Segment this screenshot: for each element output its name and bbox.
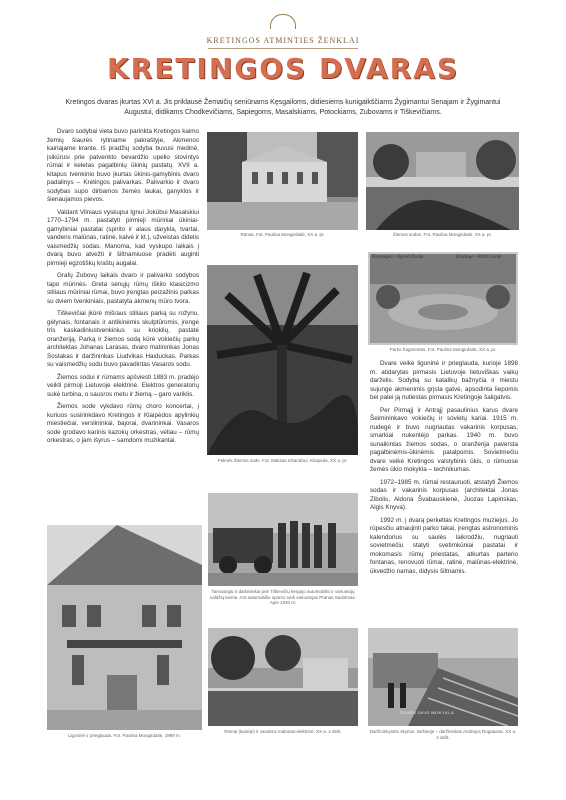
paragraph: Žiemos sode vykdavo rūmų choro koncertai, į kuriuos susirinkdavo Kretingos ir Klaipėdos apylinkių miestiečiai, verslininkai, bajorai, dvarininkai. Vasaros sode grodavo karinis kazokų orkestras, vėliau – rūmų orkestras, o jam išyrus – samdomi muzikantai. [47,403,199,444]
paragraph: Žiemos sodui ir rūmams apšviesti 1883 m. pradėjo veikti pirmoji Lietuvoje elektrinė. Elektros generatorių sukė turbina, o sausros metu ir žiemą – garo variklis. [47,373,199,398]
brand-logo [0,14,566,49]
right-text-column [370,360,518,580]
brand-text: KRETINGOS ATMINTIES ŽENKLAI [206,36,360,45]
paragraph: Per Pirmąjį ir Antrąjį pasaulinius karus dvare Šeimininkavo vokiečių ir sovietų kariai. 1915 m. nudegė ir buvo nugriautas vakarinis korpusas, smarkiai nukentėjo parkas. 1940 m. buvo sunaikintas žiemos sodas, o oranžerija paversta pagalbinėmis-ūkinėmis patalpomis. Sovietmečiu dvare veikė Kretingos valstybinis ūkis, o rūmuose žemės ūkio mokykla – technikumas. [370,406,518,473]
brand-arch-icon [270,14,296,29]
garage-caption: Tarnautojai ir darbininkai prie Tiškevičių kergojo automobilio ir vairuotojų valdžių kieme. Ant automobilio sparno sėdi vairuotojas Pranas Sadirimas. Apie 1930 m. [209,589,357,605]
paragraph: 1992 m. į dvarą perkeltas Kretingos muziejus. Jo rūpesčiu atnaujinti parko takai, įrengtas astronominis kalendorius su saulės laikrodžiu, nugriauti sovietmečiu statyti svetimkūniai pastatai ir mokomasis rūmų priestatas, atkurtas parterio fontanas, renovuoti rūmai, ratinė, malūnas-elektrinė, ūkvedžio namas, didysis šiltnamis. [370,516,518,575]
left-text-column [47,128,199,450]
paragraph: Tiškevičiai įkūrė mišraus stiliaus parką su rožynu, gėlynais, fontanais ir antikinėmis skulptūromis, įrengė tris kaskadiniustvenkinius su krioklių, pastatė oranžeriją. Parką ir žiemos sodą kūrė vokiečių parkų architektas Johanas Larasas, dvaro matininkas Jonas Sostakas ir daržininkas Liudvikas Haiduckas. Parkas su vaismedžių sodu buvo pavadintas Vasaros sodu. [47,310,199,368]
palace-photo [207,132,358,230]
winter-garden-photo [366,132,519,230]
greenhouse-caption: Daržininkystės skyrius. Dešinėje – daržininkas Andrejus Rogaturas. XX a. 4 dešt. [369,729,517,740]
postcard-label-left: Kretyngen - Ogród Parku [372,255,424,260]
paragraph: Dvaro sodybai vieta buvo parinkta Kretingos kaimo žemių šiaurės rytiniame pakraštyje, Akmenos kairiajame krante. Iš pradžių sodyba buvusi medinė, įsikūrusi prie patvenkto bevardžio upelio stovintys rūmai ir keletas pagalbinių ūkinių pastatų. XVII a. kitapus tvenkinio buvo įkurtas ūkinis-gamybinis dvaro padalinys – Kretingos palivarkas. Palivarkio ir dvaro sodybas supo dirbamos žemės laukai, ganyklos ir šienaujamos pievos. [47,128,199,203]
paragraph: Grafų Zubovų laikais dvaro ir palivarko sodybos tapo mūrinės. Greta senųjų rūmų iškilo klasicizmo stiliaus mūriniai rūmai, buvo įrengtas peizažinis parkas su dviem tvenkiniais, pastatyta akmenų mūro tvora. [47,272,199,305]
garage-photo [208,493,358,586]
park-fragment-caption: Parko fragmentas. Fot. Paulina Mongirdaitė, XX a. pr. [389,347,497,352]
greenhouse-sign: ŽEMĖS ŪKIO MOKYKLA [400,710,455,715]
paragraph: Valdant Vilniaus vyskupui Ignui Jokūbui Masalskiui 1770–1794 m. pastatyti pirmieji mūriniai ūkiniai-gamybiniai pastatai (spirito ir alaus darykla, tvartai, vandens malūnas, ratinė, kalvė ir kt.), užveistas didelis vaismedžių sodas. Manoma, kad vyskupo laikais į dvarą buvo atvežti ir šiltnamiuose pradėti auginti pirmieji egzotiškų kraštų augalai. [47,208,199,267]
page-title: KRETINGOS DVARAS [106,52,460,85]
mill-photo [208,628,358,726]
palms-photo [207,265,358,455]
hospital-caption: Ligoninė ir prieglauda. Fot. Paulina Mongirdaitė, 1899 m. [67,733,182,738]
mill-caption: Rūmai (kairėje) ir vandens malūnas-elektrinė. XX a. 4 dešt. [224,729,342,734]
paragraph: Dvare veikė ligoninė ir prieglauda, kurioje 1898 m. atidarytas pirmasis Lietuvoje lietuviškas vaikų darželis. Sodybą su katalikų bažnyčia ir miestu sujungė akmenimis grįsta gatvė, apsodinta liepomis bei palei ją nutiestas pirmasis Kretingoje šaligatvis. [370,360,518,401]
winter-garden-caption: Žiemos sodas. Fot. Paulina Mongirdaitė. XX a. pr. [392,232,493,237]
hospital-photo [47,525,202,730]
palace-caption: Rūmai. Fot. Paulina Mongirdaitė, XX a. pr. [240,232,325,237]
postcard-label-right: Kretinge - Parti Garde [456,255,502,260]
brand-divider [208,48,358,49]
paragraph: 1972–1985 m. rūmai restauruoti, atstatyti Žiemos sodas ir vakarinis korpusas (architektai Jonas Zibolis, Aldona Švabauskienė, Juozas Lapinskas, Algis Knyva). [370,478,518,511]
intro-paragraph: Kretingos dvaras įkurtas XVI a. Jis priklausė Žemaičių seniūnams Kęsgailoms, didiesiems kunigaikščiams Žygimantui Senajam ir Žygimantui Augustui, didikams Chodkevičiams, Sapiegoms, Masalskiams, Potockiams, Zubovams ir Tiškevičiams. [65,99,501,116]
park-postcard-photo [368,252,518,345]
palms-caption: Palmės Žiemos sode. Fot. Maksas Ichandrus. Klaipėda, XX a. pr. [217,458,348,463]
